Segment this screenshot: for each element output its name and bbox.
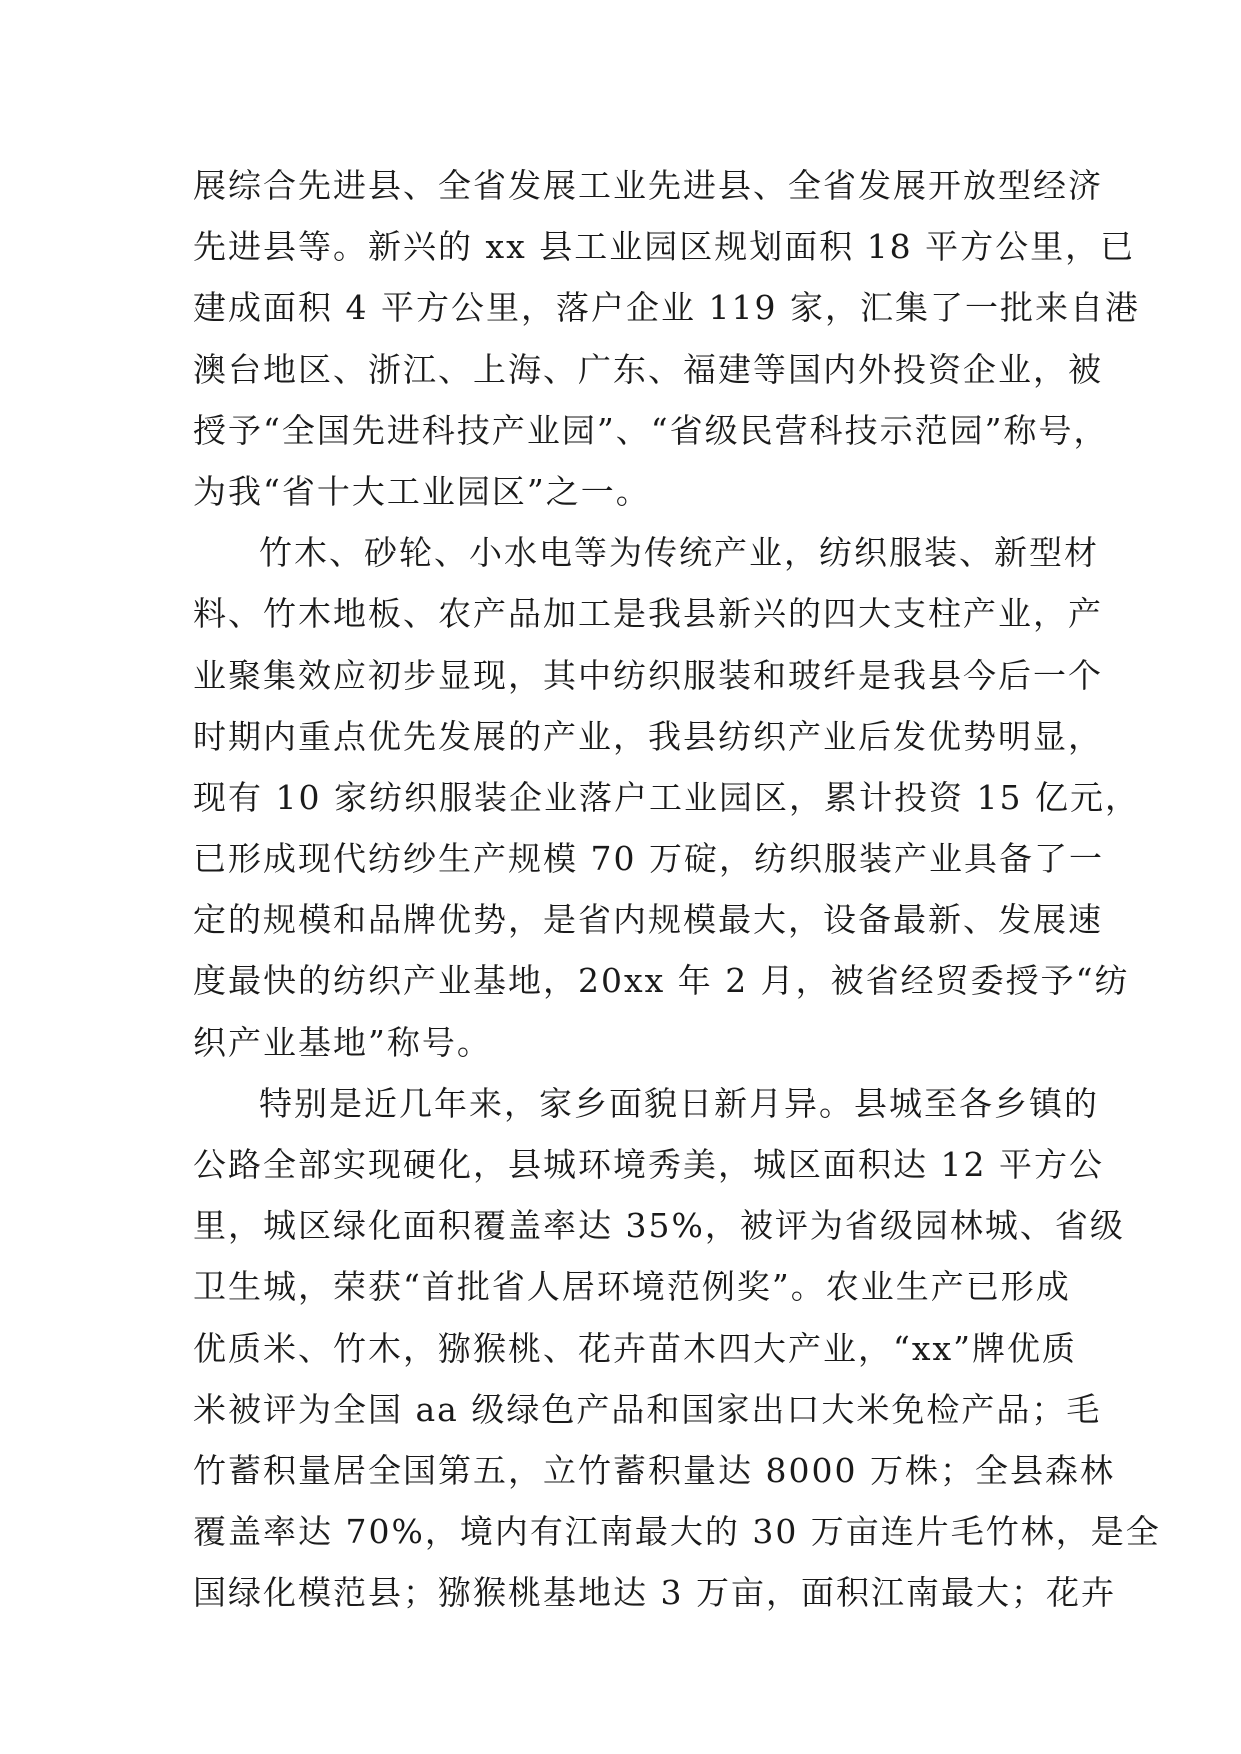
text-line: 度最快的纺织产业基地，20xx 年 2 月，被省经贸委授予“纺 <box>193 961 1130 1001</box>
text-line: 展综合先进县、全省发展工业先进县、全省发展开放型经济 <box>193 166 1103 205</box>
text-line: 先进县等。新兴的 xx 县工业园区规划面积 18 平方公里，已 <box>193 227 1136 267</box>
text-line: 现有 10 家纺织服装企业落户工业园区，累计投资 15 亿元， <box>193 777 1140 817</box>
text-line: 澳台地区、浙江、上海、广东、福建等国内外投资企业，被 <box>193 349 1103 389</box>
text-line: 为我“省十大工业园区”之一。 <box>193 471 651 511</box>
text-line: 时期内重点优先发展的产业，我县纺织产业后发优势明显， <box>193 716 1103 756</box>
text-line: 里，城区绿化面积覆盖率达 35%，被评为省级园林城、省级 <box>193 1206 1125 1246</box>
text-line: 已形成现代纺纱生产规模 70 万碇，纺织服装产业具备了一 <box>193 839 1104 879</box>
text-line: 织产业基地”称号。 <box>193 1022 492 1062</box>
text-line: 定的规模和品牌优势，是省内规模最大，设备最新、发展速 <box>193 900 1103 940</box>
text-line: 优质米、竹木，猕猴桃、花卉苗木四大产业，“xx”牌优质 <box>193 1328 1077 1368</box>
text-line: 国绿化模范县；猕猴桃基地达 3 万亩，面积江南最大；花卉 <box>193 1573 1116 1613</box>
text-line: 业聚集效应初步显现，其中纺织服装和玻纤是我县今后一个 <box>193 655 1103 695</box>
paragraph-first-line: 特别是近几年来，家乡面貌日新月异。县城至各乡镇的 <box>259 1083 1099 1123</box>
text-line: 料、竹木地板、农产品加工是我县新兴的四大支柱产业，产 <box>193 594 1103 634</box>
document-body <box>193 155 1161 1624</box>
text-line: 卫生城，荣获“首批省人居环境范例奖”。农业生产已形成 <box>193 1267 1071 1307</box>
text-line: 米被评为全国 aa 级绿色产品和国家出口大米免检产品；毛 <box>193 1389 1102 1429</box>
text-line: 建成面积 4 平方公里，落户企业 119 家，汇集了一批来自港 <box>193 288 1140 328</box>
text-line: 公路全部实现硬化，县城环境秀美，城区面积达 12 平方公 <box>193 1145 1104 1184</box>
text-line: 覆盖率达 70%，境内有江南最大的 30 万亩连片毛竹林，是全 <box>193 1512 1161 1552</box>
text-line: 竹蓄积量居全国第五，立竹蓄积量达 8000 万株；全县森林 <box>193 1450 1115 1490</box>
text-line: 授予“全国先进科技产业园”、“省级民营科技示范园”称号， <box>193 410 1109 450</box>
paragraph-first-line: 竹木、砂轮、小水电等为传统产业，纺织服装、新型材 <box>259 533 1099 573</box>
